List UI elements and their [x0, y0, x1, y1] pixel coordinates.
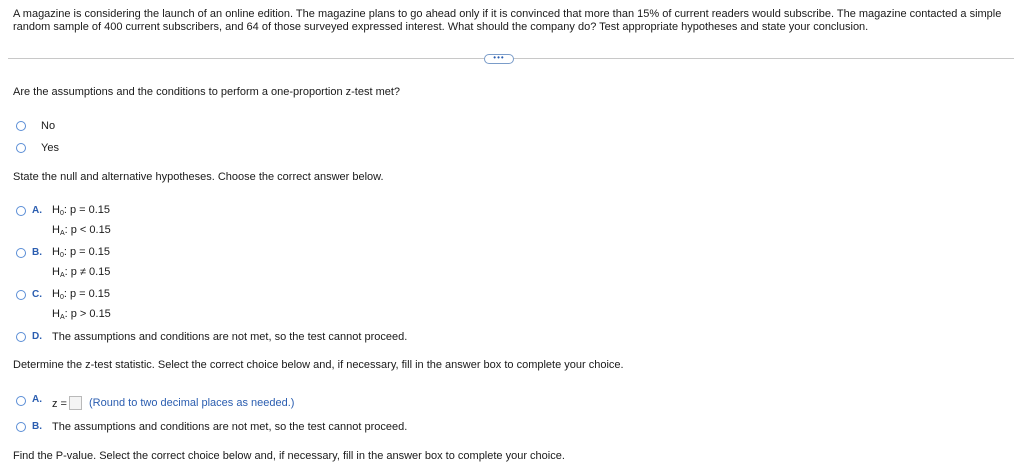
null-hypothesis-b: $H_0$: p = 0.15: [52, 246, 111, 259]
radio-yes[interactable]: [16, 143, 26, 153]
z-rounding-hint: (Round to two decimal places as needed.): [89, 397, 295, 409]
hypothesis-d-text: The assumptions and conditions are not met, so the test cannot proceed.: [52, 331, 408, 343]
radio-hypotheses-a[interactable]: [16, 206, 26, 216]
radio-no[interactable]: [16, 121, 26, 131]
hypothesis-b: [52, 244, 110, 284]
radio-hypotheses-c[interactable]: [16, 290, 26, 300]
radio-z-option-a[interactable]: [16, 396, 26, 406]
question-p-value-prompt: Find the P-value. Select the correct choice below and, if necessary, fill in the answer box to complete your choice.: [13, 450, 565, 462]
question-z-statistic-prompt: Determine the z-test statistic. Select the correct choice below and, if necessary, fill in the answer box to complete your choice.: [13, 359, 624, 371]
option-no-label: No: [41, 120, 56, 132]
option-c-letter: C.: [32, 289, 42, 300]
option-b-letter: B.: [32, 247, 42, 258]
question-assumptions-prompt: Are the assumptions and the conditions to perform a one-proportion z-test met?: [13, 86, 401, 98]
z-option-a-letter: A.: [32, 394, 42, 405]
alt-hypothesis-c: $H_A$: p > 0.15: [52, 308, 111, 321]
null-hypothesis-a: $H_0$: p = 0.15: [52, 204, 111, 217]
z-answer-input[interactable]: [69, 396, 82, 410]
radio-z-option-b[interactable]: [16, 422, 26, 432]
expand-more-button[interactable]: •••: [484, 54, 514, 64]
null-hypothesis-c: $H_0$: p = 0.15: [52, 288, 111, 301]
radio-hypotheses-d[interactable]: [16, 332, 26, 342]
question-hypotheses-prompt: State the null and alternative hypotheses. Choose the correct answer below.: [13, 171, 384, 183]
radio-hypotheses-b[interactable]: [16, 248, 26, 258]
option-yes-label: Yes: [41, 142, 59, 154]
z-option-b-letter: B.: [32, 421, 42, 432]
hypothesis-a: [52, 202, 111, 242]
alt-hypothesis-b: $H_A$: p ≠ 0.15: [52, 266, 111, 279]
option-d-letter: D.: [32, 331, 42, 342]
alt-hypothesis-a: $H_A$: p < 0.15: [52, 224, 111, 237]
hypothesis-c: [52, 286, 111, 326]
z-equals-label: z =: [52, 398, 67, 410]
problem-statement: A magazine is considering the launch of an online edition. The magazine plans to go ahead only if it is convinced that more than 15% of current readers would subscribe. The magazine contacted a simple random sample of 400 current subscribers, and 64 of those surveyed expressed interest. What should the company do? Test appropriate hypotheses and state your conclusion.: [13, 8, 1002, 33]
option-a-letter: A.: [32, 205, 42, 216]
z-option-b-text: The assumptions and conditions are not met, so the test cannot proceed.: [52, 421, 408, 433]
